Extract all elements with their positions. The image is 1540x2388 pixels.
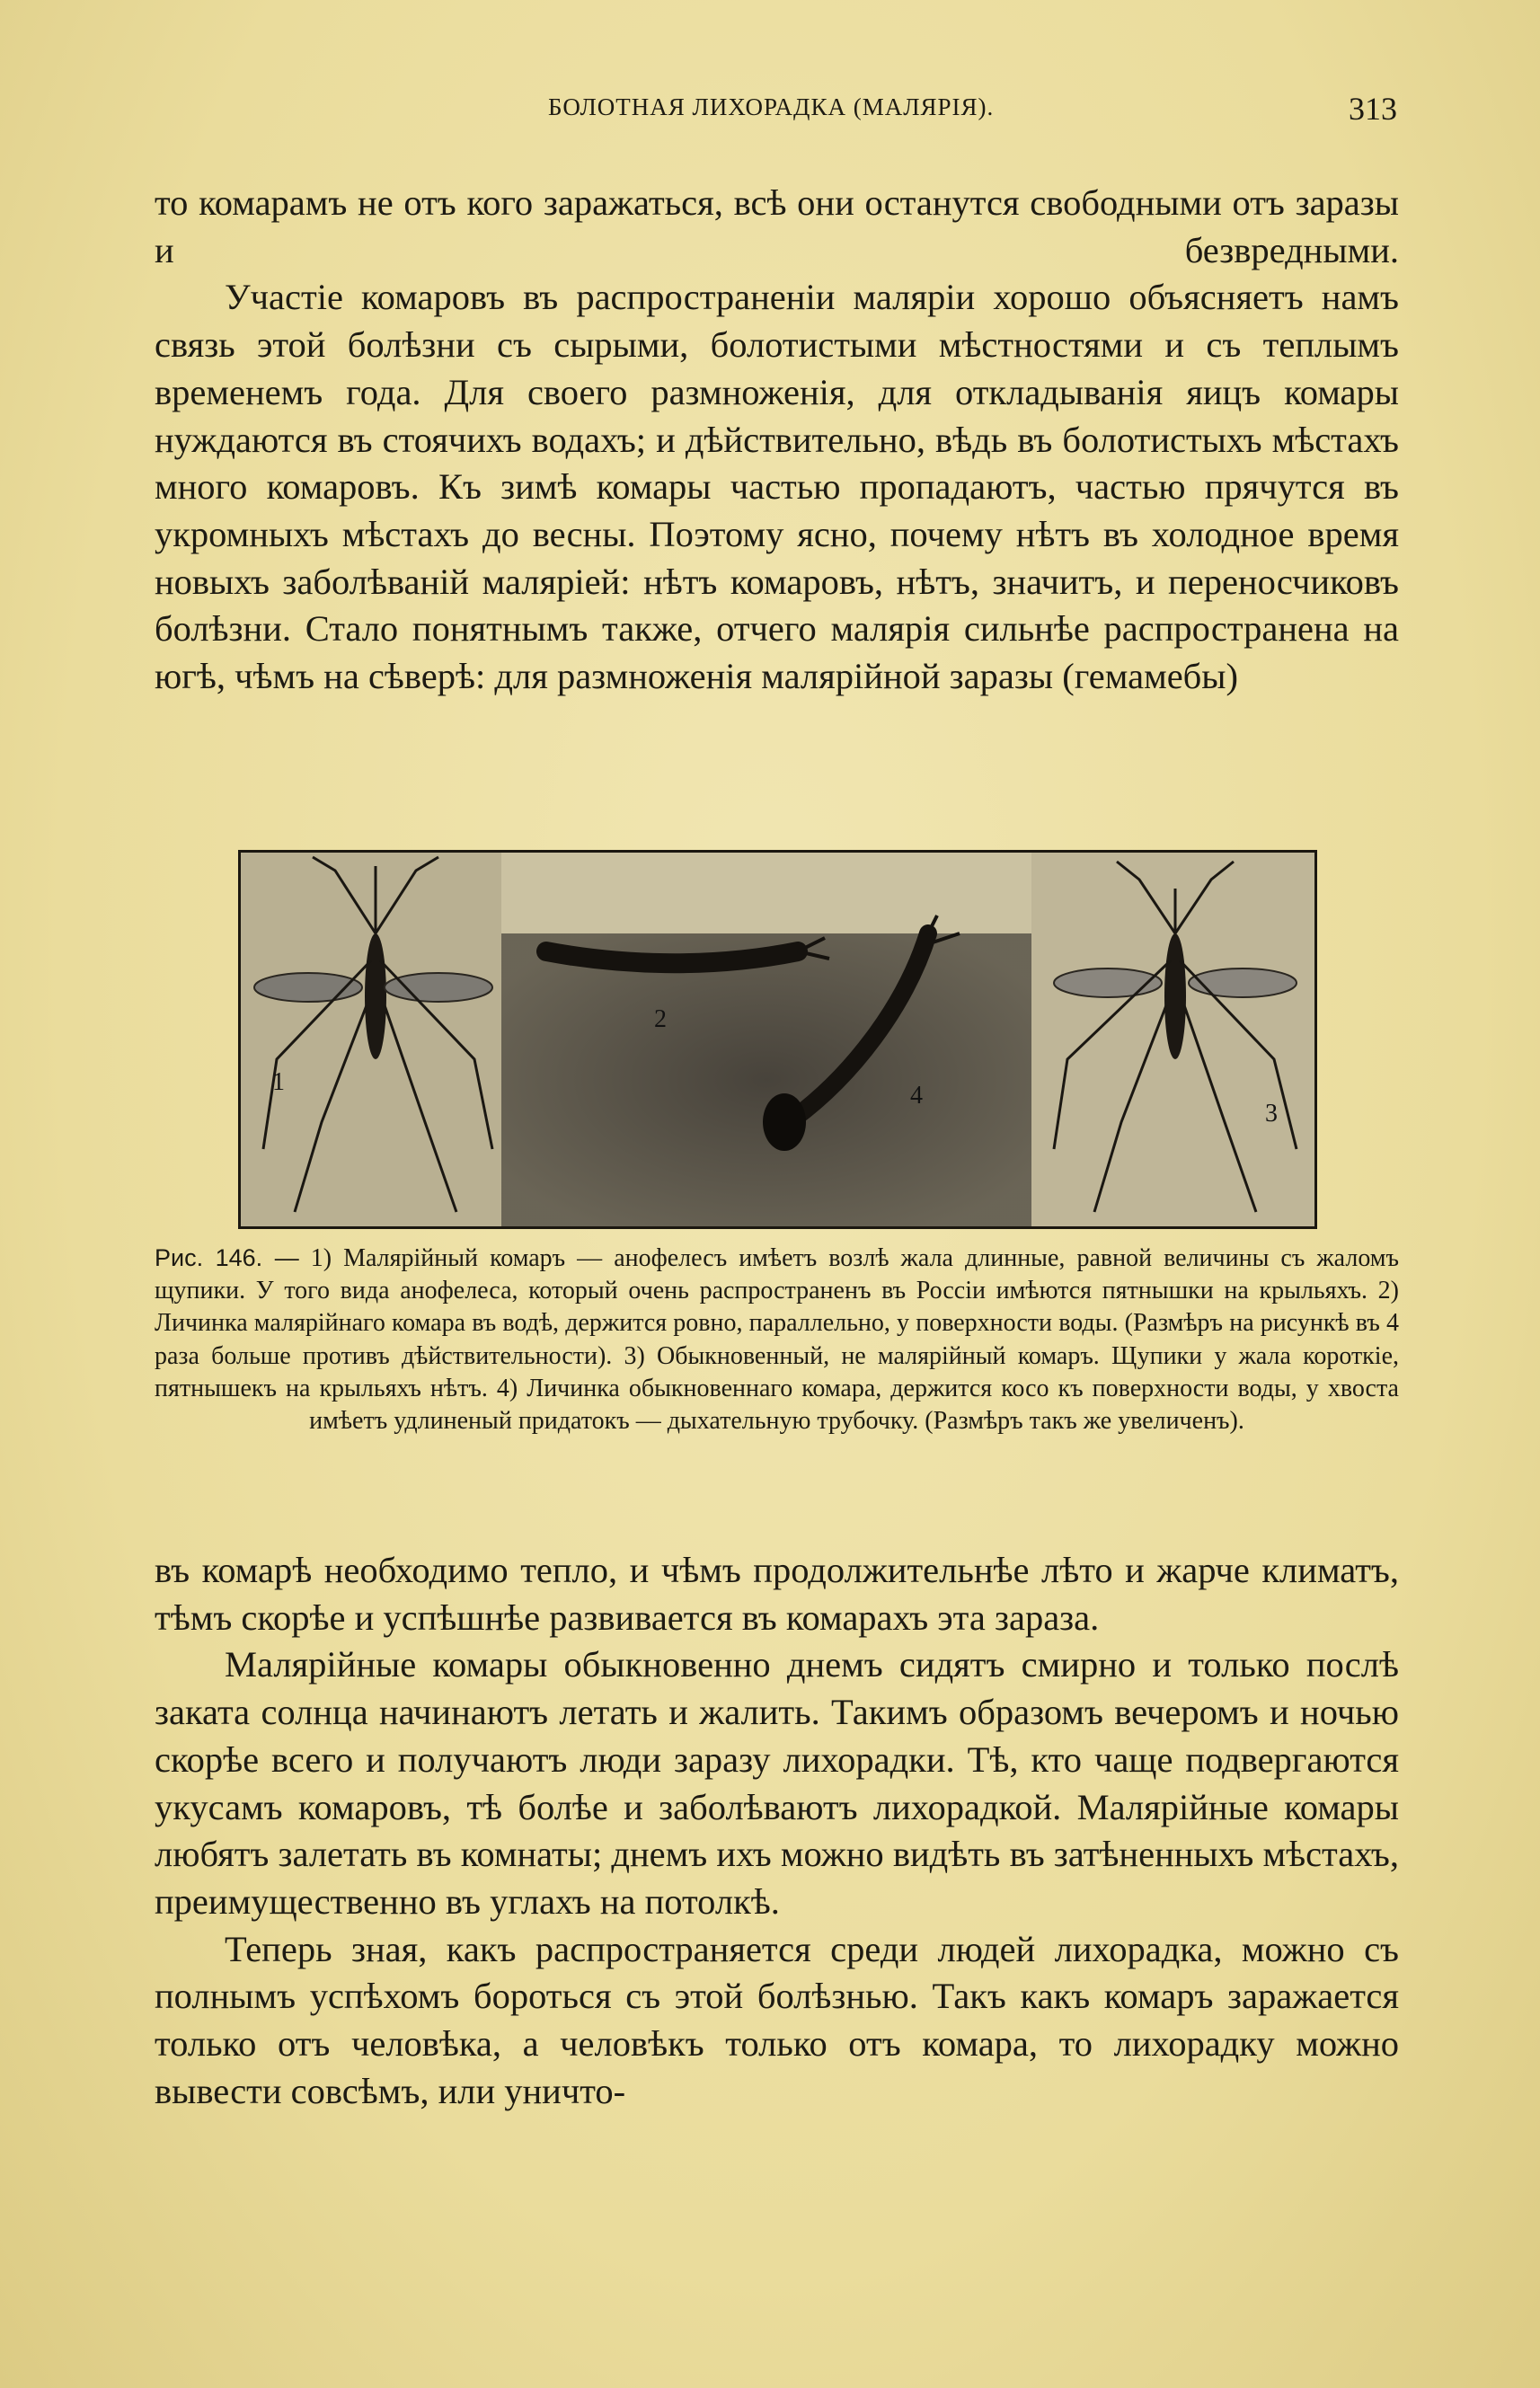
text-block-top xyxy=(155,180,1399,701)
figure-label-2: 2 xyxy=(654,1005,667,1033)
figure-label-3: 3 xyxy=(1265,1100,1278,1128)
caption-lead: Рис. 146. — xyxy=(155,1244,299,1271)
figure-mosquitoes xyxy=(238,850,1317,1229)
figure-illustration xyxy=(241,853,1314,1226)
paragraph: Теперь зная, какъ распространяется среди людей лихорадка, можно съ полнымъ успѣхомъ бороться съ этой болѣзнью. Такъ какъ комаръ заражается только отъ человѣка, а человѣкъ только отъ комара, то лихорадку можно вывести совсѣмъ, или уничто- xyxy=(155,1928,1399,2111)
paragraph: Малярійные комары обыкновенно днемъ сидятъ смирно и только послѣ заката солнца начинаютъ летать и жалить. Такимъ образомъ вечеромъ и ночью скорѣе всего и получаютъ люди заразу лихорадки. Тѣ, кто чаще подвергаются укусамъ комаровъ, тѣ болѣе и заболѣваютъ лихорадкой. Малярійные комары любятъ залетать въ комнаты; днемъ ихъ можно видѣть въ затѣненныхъ мѣстахъ, преимущественно въ углахъ на потолкѣ. xyxy=(155,1644,1399,1922)
figure-label-1: 1 xyxy=(272,1068,285,1096)
caption-text: 1) Малярійный комаръ — анофелесъ имѣетъ возлѣ жала длинные, равной величины съ жаломъ щупики. У того вида анофелеса, который очень распространенъ въ Россіи имѣются пятнышки на крыльяхъ. 2) Личинка малярійнаго комара въ водѣ, держится ровно, параллельно, у поверхности воды. (Размѣръ на рисункѣ въ 4 раза больше противъ дѣйствительности). 3) Обыкновенный, не малярійный комаръ. Щупики у жала короткіе, пятнышекъ на крыльяхъ нѣтъ. 4) Личинка обыкновеннаго комара, держится косо къ поверхности воды, у хвоста имѣетъ удлиненый придатокъ — дыхательную трубочку. (Размѣръ такъ же увеличенъ). xyxy=(155,1244,1399,1436)
figure-caption xyxy=(155,1242,1399,1437)
figure-label-4: 4 xyxy=(910,1082,923,1110)
text-block-bottom xyxy=(155,1547,1399,2115)
page-header xyxy=(153,90,1397,135)
paragraph: въ комарѣ необходимо тепло, и чѣмъ продолжительнѣе лѣто и жарче климатъ, тѣмъ скорѣе и успѣшнѣе развивается въ комарахъ эта зараза. xyxy=(155,1550,1399,1638)
paragraph: Участіе комаровъ въ распространеніи маляріи хорошо объясняетъ намъ связь этой болѣзни съ сырыми, болотистыми мѣстностями и съ теплымъ временемъ года. Для своего размноженія, для откладыванія яицъ комары нуждаются въ стоячихъ водахъ; и дѣйствительно, вѣдь въ болотистыхъ мѣстахъ много комаровъ. Къ зимѣ комары частью пропадаютъ, частью прячутся въ укромныхъ мѣстахъ до весны. Поэтому ясно, почему нѣтъ въ холодное время новыхъ заболѣваній маляріей: нѣтъ комаровъ, нѣтъ, значитъ, и переносчиковъ болѣзни. Стало понятнымъ также, отчего малярія сильнѣе распространена на югѣ, чѣмъ на сѣверѣ: для размноженія малярійной заразы (гемамебы) xyxy=(155,277,1399,697)
page-number: 313 xyxy=(1349,91,1397,127)
paragraph: то комарамъ не отъ кого заражаться, всѣ они останутся свободными отъ заразы и безвредными. xyxy=(155,182,1399,270)
running-head: БОЛОТНАЯ ЛИХОРАДКА (МАЛЯРІЯ). xyxy=(548,93,995,120)
